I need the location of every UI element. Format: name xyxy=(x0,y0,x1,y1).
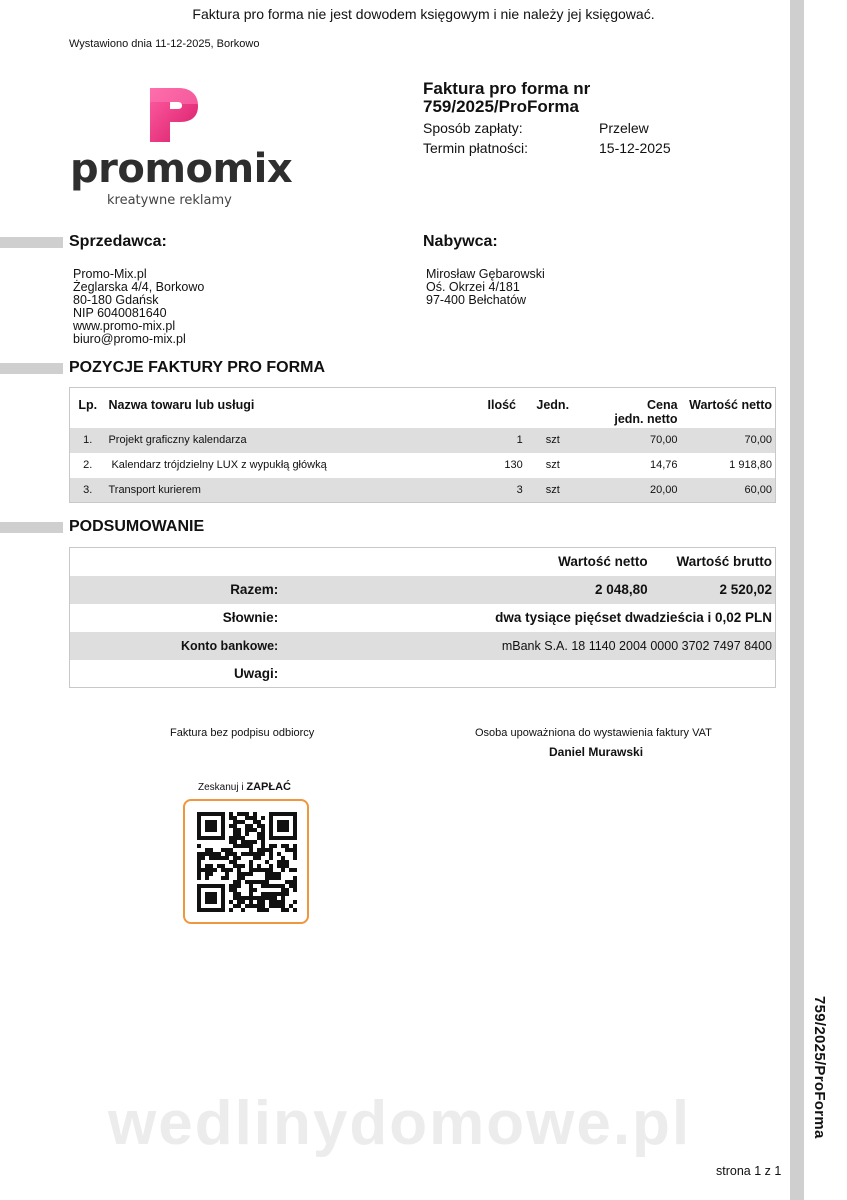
page-number: strona 1 z 1 xyxy=(716,1164,782,1178)
notes-value xyxy=(281,660,775,688)
payment-qr-frame[interactable] xyxy=(183,799,309,924)
summary-words-row: Słownie: dwa tysiące pięćset dwadzieścia i 0,02 PLN xyxy=(70,604,776,632)
table-row: 2. Kalendarz trójdzielny LUX z wypukłą główką 130 szt 14,76 1 918,80 xyxy=(83,459,772,471)
items-header-row: Lp. Nazwa towaru lub usługi Ilość Jedn. Cena jedn. netto Wartość netto xyxy=(78,398,772,426)
total-gross: 2 520,02 xyxy=(719,582,772,597)
amount-in-words: dwa tysiące pięćset dwadzieścia i 0,02 PLN xyxy=(495,610,772,625)
buyer-heading: Nabywca: xyxy=(423,233,498,250)
payment-method-label: Sposób zapłaty: xyxy=(423,120,523,136)
disclaimer: Faktura pro forma nie jest dowodem księgowym i nie należy jej księgować. xyxy=(192,6,655,22)
right-margin-strip xyxy=(790,0,804,1200)
table-row: 3. Transport kurierem 3 szt 20,00 60,00 xyxy=(70,478,776,503)
section-bar xyxy=(0,522,63,533)
summary-total-row: Razem: 2 048,80 2 520,02 xyxy=(70,576,776,604)
logo-wordmark: promomix xyxy=(70,146,293,192)
section-bar xyxy=(0,363,63,374)
summary-heading: PODSUMOWANIE xyxy=(69,518,205,535)
invoice-title: Faktura pro forma nr 759/2025/ProForma xyxy=(423,79,591,116)
payment-method-value: Przelew xyxy=(599,120,649,136)
table-row: 1. Projekt graficzny kalendarza 1 szt 70,00 70,00 xyxy=(70,428,776,453)
summary-bank-row: Konto bankowe: mBank S.A. 18 1140 2004 0000 3702 7497 8400 xyxy=(70,632,776,660)
items-table xyxy=(69,387,776,503)
summary-table xyxy=(69,547,776,688)
section-bar xyxy=(0,237,63,248)
watermark: wedlinydomowe.pl xyxy=(108,1089,692,1158)
issuer-name: Daniel Murawski xyxy=(549,745,644,759)
buyer-details: Mirosław Gębarowski Oś. Okrzei 4/181 97-400 Bełchatów xyxy=(426,267,545,307)
items-heading: POZYCJE FAKTURY PRO FORMA xyxy=(69,359,326,376)
qr-code-icon[interactable] xyxy=(197,812,297,912)
summary-header-row: Wartość netto Wartość brutto xyxy=(558,554,772,570)
issuer-signature-label: Osoba upoważniona do wystawienia faktury VAT xyxy=(475,727,712,739)
qr-caption: Zeskanuj i ZAPŁAĆ xyxy=(198,781,291,793)
logo-tagline: kreatywne reklamy xyxy=(107,193,232,208)
seller-details: Promo-Mix.pl Żeglarska 4/4, Borkowo 80-180 Gdańsk NIP 6040081640 www.promo-mix.pl biuro@promo-mix.pl xyxy=(73,267,205,346)
due-date-value: 15-12-2025 xyxy=(599,140,671,156)
total-net: 2 048,80 xyxy=(595,582,648,597)
bank-account: mBank S.A. 18 1140 2004 0000 3702 7497 8400 xyxy=(501,638,772,653)
due-date-label: Termin płatności: xyxy=(423,140,529,156)
side-invoice-number: 759/2025/ProForma xyxy=(811,996,828,1139)
summary-notes-row: Uwagi: xyxy=(70,660,776,688)
issue-date-place: Wystawiono dnia 11-12-2025, Borkowo xyxy=(69,38,260,50)
promomix-p-icon xyxy=(148,82,200,144)
company-logo xyxy=(66,80,296,215)
recipient-signature-note: Faktura bez podpisu odbiorcy xyxy=(170,727,315,739)
seller-heading: Sprzedawca: xyxy=(69,233,167,250)
invoice-number: 759/2025/ProForma xyxy=(423,97,579,116)
payment-details xyxy=(423,118,671,158)
